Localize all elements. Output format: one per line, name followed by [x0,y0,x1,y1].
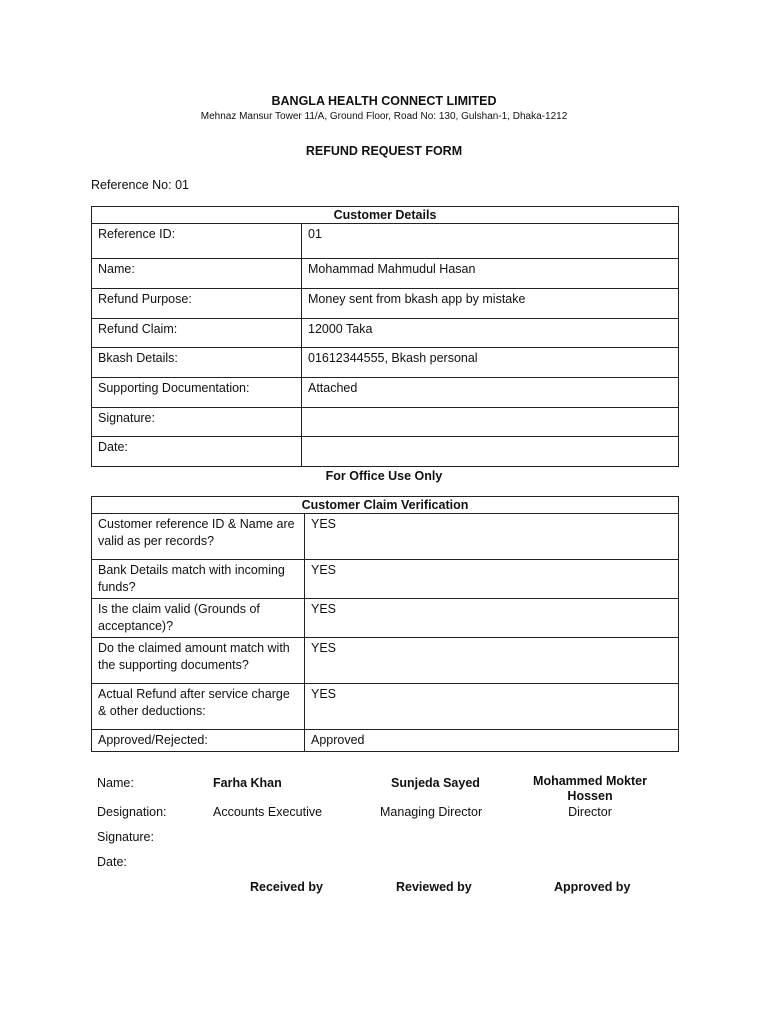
question-label: Do the claimed amount match with the supporting documents? [92,638,305,684]
field-value: Mohammad Mahmudul Hasan [302,259,679,289]
table-row [92,289,679,319]
table-row [92,514,679,560]
received-by-designation: Accounts Executive [213,805,323,819]
answer-value: YES [305,638,679,684]
field-label: Supporting Documentation: [92,378,302,408]
answer-value: YES [305,514,679,560]
field-value: Attached [302,378,679,408]
name-row-label: Name: [97,776,134,790]
office-use-heading: For Office Use Only [325,469,443,483]
table-row [92,730,679,752]
form-title: REFUND REQUEST FORM [305,144,463,158]
designation-row-label: Designation: [97,805,167,819]
field-label: Bkash Details: [92,348,302,378]
claim-verification-table [91,496,679,752]
field-label: Signature: [92,408,302,437]
table-row [92,259,679,289]
claim-verification-heading: Customer Claim Verification [92,497,679,514]
table-row [92,348,679,378]
field-label: Refund Purpose: [92,289,302,319]
approved-by-designation: Director [568,805,612,819]
table-row [92,638,679,684]
company-address: Mehnaz Mansur Tower 11/A, Ground Floor, Road No: 130, Gulshan-1, Dhaka-1212 [200,111,568,122]
field-label: Date: [92,437,302,467]
date-row-label: Date: [97,855,127,869]
reviewed-by-label: Reviewed by [396,880,472,894]
table-row [92,684,679,730]
signature-field[interactable] [302,408,679,437]
question-label: Bank Details match with incoming funds? [92,560,305,599]
field-value: 12000 Taka [302,319,679,348]
question-label: Is the claim valid (Grounds of acceptance)? [92,599,305,638]
approved-by-name: Mohammed Mokter Hossen [533,774,647,803]
field-value: Money sent from bkash app by mistake [302,289,679,319]
customer-details-heading: Customer Details [92,207,679,224]
field-label: Refund Claim: [92,319,302,348]
answer-value: YES [305,599,679,638]
question-label: Actual Refund after service charge & other deductions: [92,684,305,730]
decision-value: Approved [305,730,679,752]
table-row [92,378,679,408]
field-label: Reference ID: [92,224,302,259]
answer-value: YES [305,560,679,599]
field-value: 01612344555, Bkash personal [302,348,679,378]
signature-row-label: Signature: [97,830,154,844]
reference-number: Reference No: 01 [91,178,189,192]
question-label: Customer reference ID & Name are valid as per records? [92,514,305,560]
company-name: BANGLA HEALTH CONNECT LIMITED [271,94,497,108]
field-label: Name: [92,259,302,289]
customer-details-table [91,206,679,467]
reviewed-by-name: Sunjeda Sayed [391,776,480,790]
received-by-label: Received by [250,880,323,894]
question-label: Approved/Rejected: [92,730,305,752]
table-row [92,437,679,467]
table-row [92,599,679,638]
field-value: 01 [302,224,679,259]
table-row [92,408,679,437]
table-row [92,560,679,599]
table-row [92,319,679,348]
reviewed-by-designation: Managing Director [380,805,483,819]
received-by-name: Farha Khan [213,776,282,790]
answer-value: YES [305,684,679,730]
date-field[interactable] [302,437,679,467]
approved-by-label: Approved by [554,880,631,894]
table-row [92,224,679,259]
